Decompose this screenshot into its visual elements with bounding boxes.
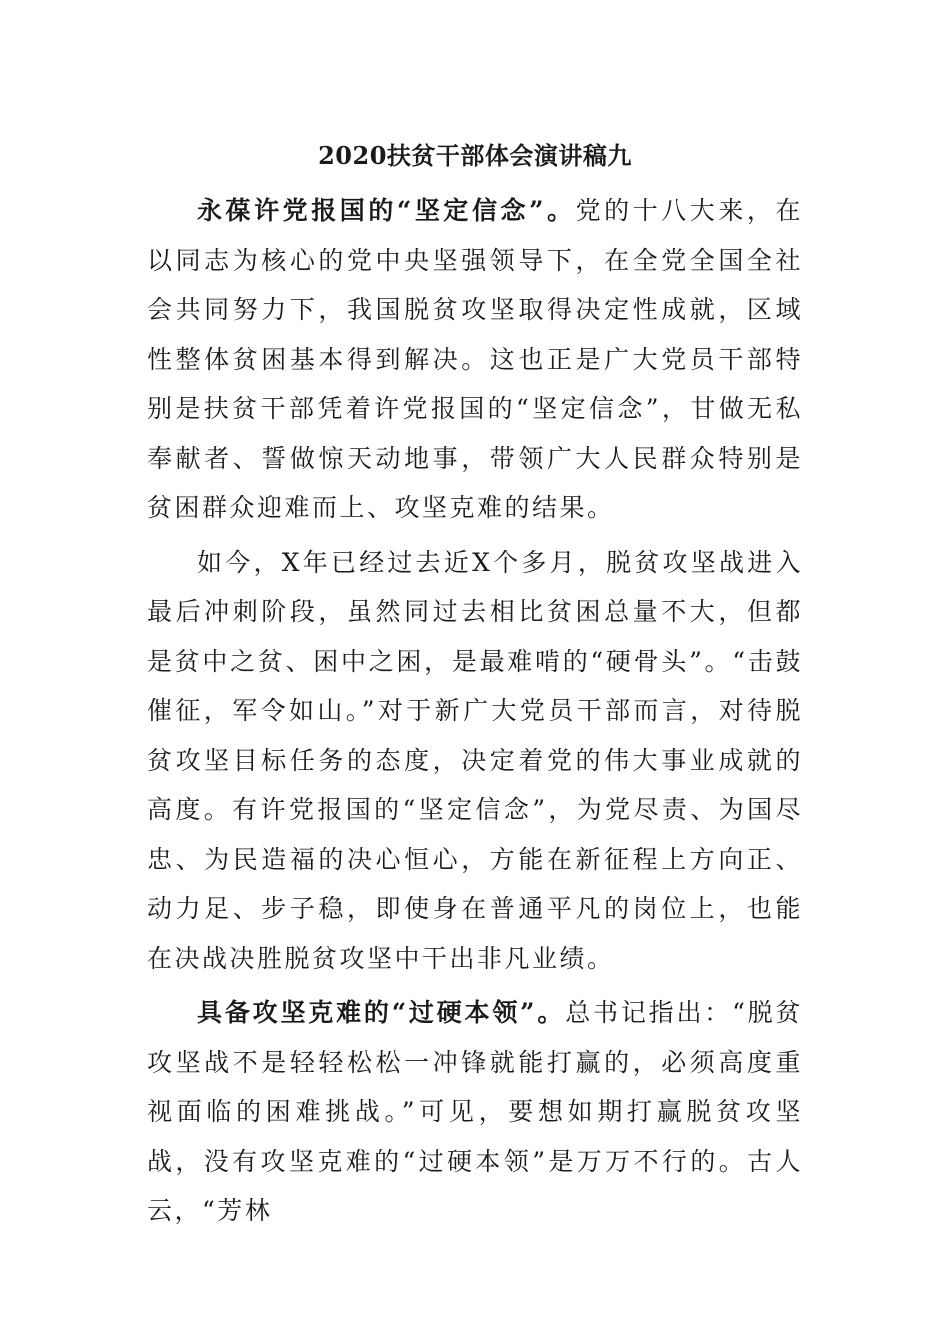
paragraph-1 <box>147 186 803 533</box>
paragraph-2-text: 如今，X年已经过去近X个多月，脱贫攻坚战进入最后冲刺阶段，虽然同过去相比贫困总量不大，但都是贫中之贫、困中之困，是最难啃的“硬骨头”。“击鼓催征，军令如山。”对于新广大党员干部而言，对待脱贫攻坚目标任务的态度，决定着党的伟大事业成就的高度。有许党报国的“坚定信念”，为党尽责、为国尽忠、为民造福的决心恒心，方能在新征程上方向正、动力足、步子稳，即使身在普通平凡的岗位上，也能在决战决胜脱贫攻坚中干出非凡业绩。 <box>147 547 803 973</box>
paragraph-2 <box>147 538 803 984</box>
paragraph-1-lead: 永葆许党报国的“坚定信念”。 <box>197 196 576 225</box>
document-body <box>147 186 803 1236</box>
paragraph-3-lead: 具备攻坚克难的“过硬本领”。 <box>197 998 566 1027</box>
paragraph-3 <box>147 988 803 1236</box>
document-title: 2020扶贫干部体会演讲稿九 <box>318 141 632 170</box>
paragraph-3-text: 总书记指出：“脱贫攻坚战不是轻轻松松一冲锋就能打赢的，必须高度重视面临的困难挑战。”可见，要想如期打赢脱贫攻坚战，没有攻坚克难的“过硬本领”是万万不行的。古人云，“芳林 <box>147 998 803 1225</box>
paragraph-1-text: 党的十八大来，在以同志为核心的党中央坚强领导下，在全党全国全社会共同努力下，我国脱贫攻坚取得决定性成就，区域性整体贫困基本得到解决。这也正是广大党员干部特别是扶贫干部凭着许党报国的“坚定信念”，甘做无私奉献者、誓做惊天动地事，带领广大人民群众特别是贫困群众迎难而上、攻坚克难的结果。 <box>147 196 803 522</box>
